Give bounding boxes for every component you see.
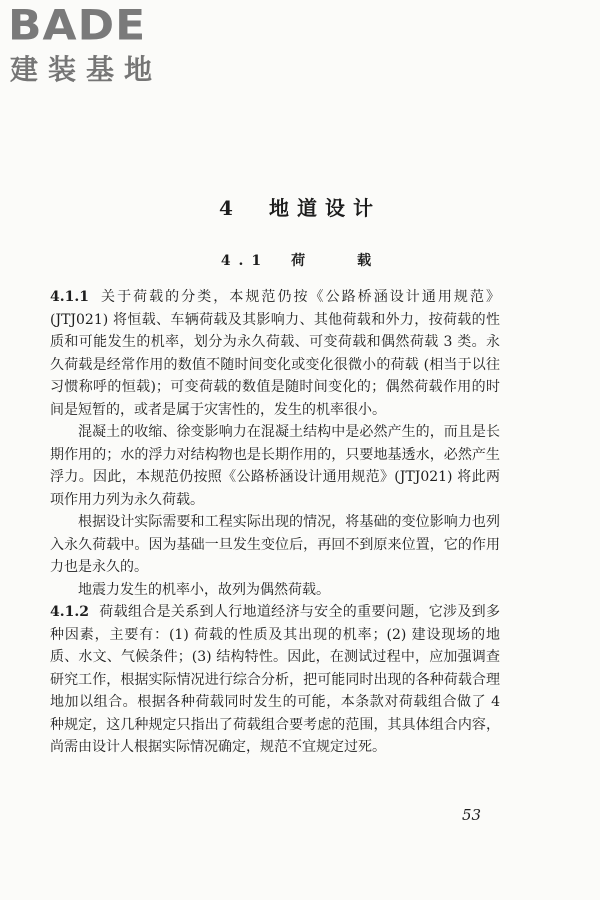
chapter-title: 4 地道设计 — [219, 196, 381, 220]
logo-title: BADE — [8, 1, 147, 50]
paragraph: 混凝土的收缩、徐变影响力在混凝土结构中是必然产生的，而且是长期作用的；水的浮力对结构物也是长期作用的，只要地基透水，必然产生浮力。因此，本规范仍按照《公路桥涵设计通用规范》(JTJ021) 将此两项作用力列为永久荷载。 — [50, 424, 500, 508]
page-number: 53 — [462, 806, 482, 824]
section-title: 4.1 荷 载 — [220, 253, 380, 269]
body-text — [50, 286, 500, 759]
logo — [8, 1, 178, 86]
clause-text: 荷载组合是关系到人行地道经济与安全的重要问题，它涉及到多种因素，主要有：(1) 荷载的性质及其出现的机率；(2) 建设现场的地质、水文、气候条件；(3) 结构特性。因此，在测试过程中，应加强调查研究工作，根据实际情况进行综合分析，把可能同时出现的各种荷载合理地加以组合。根据各种荷载同时发生的可能，本条款对荷载组合做了 4 种规定，这几种规定只指出了荷载组合要考虑的范围，其具体组合内容，尚需由设计人根据实际情况确定，规范不宜规定过死。 — [50, 604, 500, 755]
clause-number: 4.1.1 — [50, 289, 89, 305]
clause-text: 关于荷载的分类，本规范仍按《公路桥涵设计通用规范》(JTJ021) 将恒载、车辆荷载及其影响力、其他荷载和外力，按荷载的性质和可能发生的机率，划分为永久荷载、可变荷载和偶然荷载 3 类。永久荷载是经常作用的数值不随时间变化或变化很微小的荷载 (相当于以往习惯称呼的恒载)；可变荷载的数值是随时间变化的；偶然荷载作用的时间是短暂的，或者是属于灾害性的，发生的机率很小。 — [50, 289, 500, 418]
paragraph: 地震力发生的机率小，故列为偶然荷载。 — [78, 581, 330, 598]
logo-subtitle: 建装基地 — [10, 53, 163, 86]
clause-4-1-1 — [50, 286, 500, 421]
paragraph: 根据设计实际需要和工程实际出现的情况，将基础的变位影响力也列入永久荷载中。因为基础一旦发生变位后，再回不到原来位置，它的作用力也是永久的。 — [50, 514, 500, 575]
clause-4-1-2 — [50, 601, 500, 759]
clause-number: 4.1.2 — [50, 604, 89, 620]
